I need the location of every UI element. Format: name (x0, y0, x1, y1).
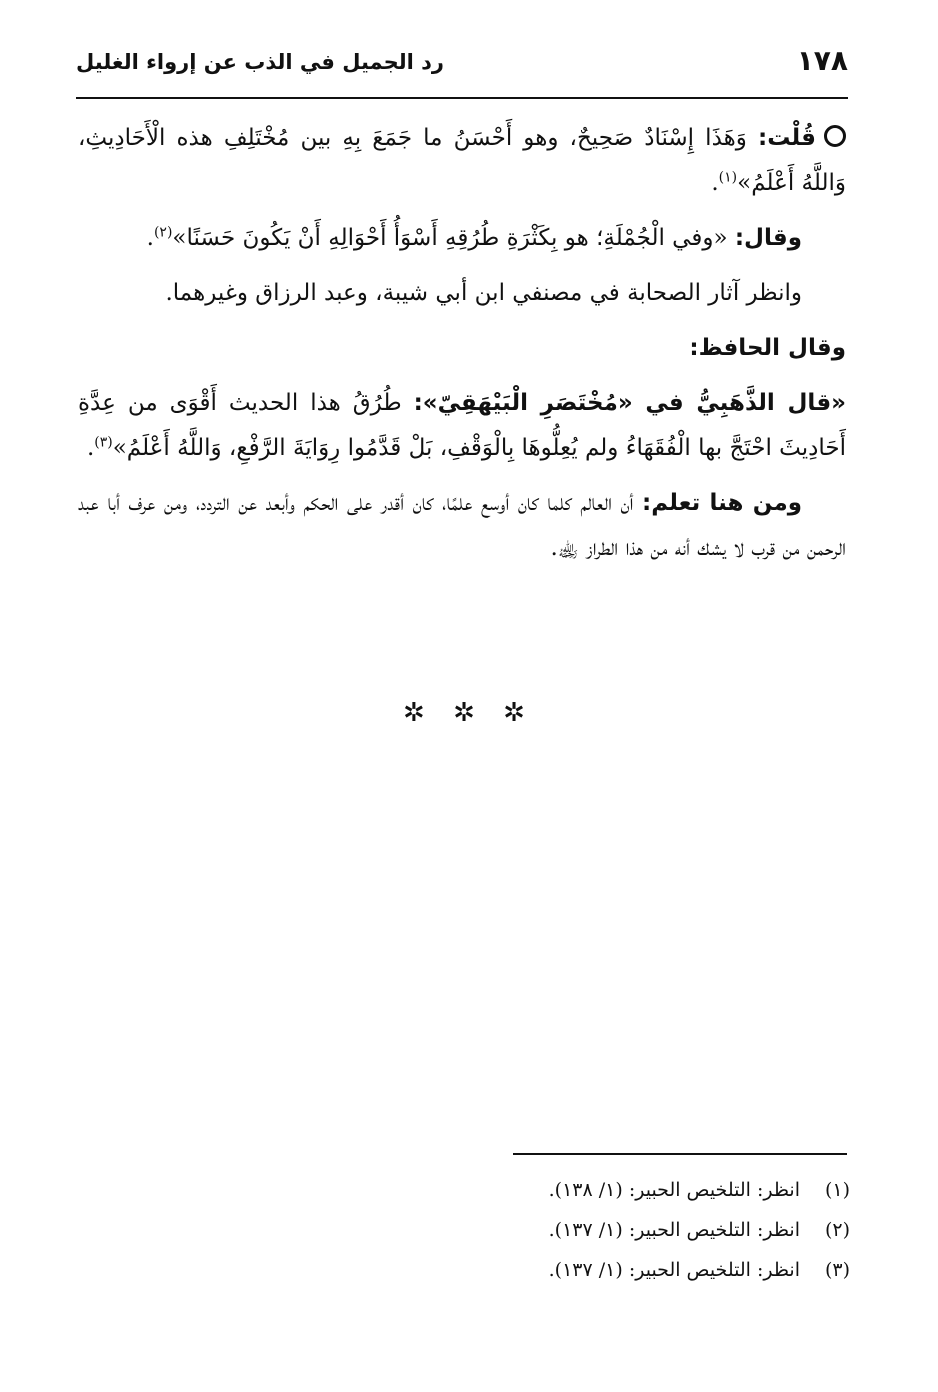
footnote-text: انظر: التلخيص الحبير: (١/ ١٣٨). (548, 1179, 800, 1201)
footnote-item (430, 1210, 850, 1250)
paragraph-see-also: وانظر آثار الصحابة في مصنفي ابن أبي شيبة، وعبد الرزاق وغيرهما. (165, 280, 802, 306)
paragraph-text: «وفي الْجُمْلَةِ؛ هو بِكَثْرَةِ طُرُقِهِ أَسْوَأُ أَحْوَالِهِ أَنْ يَكُونَ حَسَنًا» (172, 225, 735, 251)
paragraph-lead: ومن هنا تعلم: (642, 490, 802, 516)
paragraph-text: وَهَذَا إِسْنَادٌ صَحِيحٌ، وهو أَحْسَنُ ما جَمَعَ بِهِ بين مُخْتَلِفِ هذه الْأَحَادِيثِ، وَاللَّهُ أَعْلَمُ» (78, 125, 846, 196)
footnote-ref[interactable]: (١) (718, 169, 738, 186)
footnote-divider (513, 1153, 847, 1155)
footnote-text: انظر: التلخيص الحبير: (١/ ١٣٧). (548, 1259, 800, 1281)
footnotes (430, 1170, 850, 1290)
paragraph-text: أن العالم كلما كان أوسع علمًا، كان أقدر على الحكم وأبعد عن التردد، ومن عرف أبا عبد الرحمن من قرب لا يشك أنه من هذا الطراز ﵀. (78, 490, 846, 561)
paragraph-end: . (711, 170, 719, 196)
paragraph-dhahabi-quote (78, 381, 846, 471)
paragraph-lead: وقال: (734, 225, 802, 251)
main-text (78, 116, 846, 581)
paragraph-qala (78, 216, 846, 261)
footnote-item (430, 1250, 850, 1290)
paragraph-end: . (146, 225, 154, 251)
paragraph-lead: «قال الذَّهَبِيُّ في «مُخْتَصَرِ الْبَيْهَقِيّ»: (413, 390, 846, 416)
section-ornament: ✲ ✲ ✲ (403, 698, 535, 728)
footnote-number: (١) (824, 1179, 850, 1201)
paragraph-qult (78, 116, 846, 206)
footnote-ref[interactable]: (٣) (94, 434, 113, 451)
book-title: رد الجميل في الذب عن إرواء الغليل (76, 50, 445, 74)
header-divider (76, 97, 848, 99)
paragraph-hafiz-heading: وقال الحافظ: (689, 335, 846, 361)
paragraph-conclusion (78, 481, 846, 571)
paragraph-lead: قُلْت: (758, 125, 816, 151)
paragraph-end: . (86, 435, 95, 461)
footnote-number: (٢) (824, 1219, 850, 1241)
footnote-number: (٣) (824, 1259, 850, 1281)
footnote-ref[interactable]: (٢) (153, 224, 173, 241)
circle-bullet-icon (824, 125, 846, 147)
footnote-text: انظر: التلخيص الحبير: (١/ ١٣٧). (548, 1219, 800, 1241)
footnote-item (430, 1170, 850, 1210)
running-header (76, 40, 848, 88)
page-number: ١٧٨ (796, 44, 848, 77)
paragraph-text: طُرُقُ هذا الحديث أَقْوَى من عِدَّةِ أَحَادِيثَ احْتَجَّ بها الْفُقَهَاءُ ولم يُعِلُّوهَا بِالْوَقْفِ، بَلْ قَدَّمُوا رِوَايَةَ الرَّفْعِ، وَاللَّهُ أَعْلَمُ» (78, 390, 846, 461)
